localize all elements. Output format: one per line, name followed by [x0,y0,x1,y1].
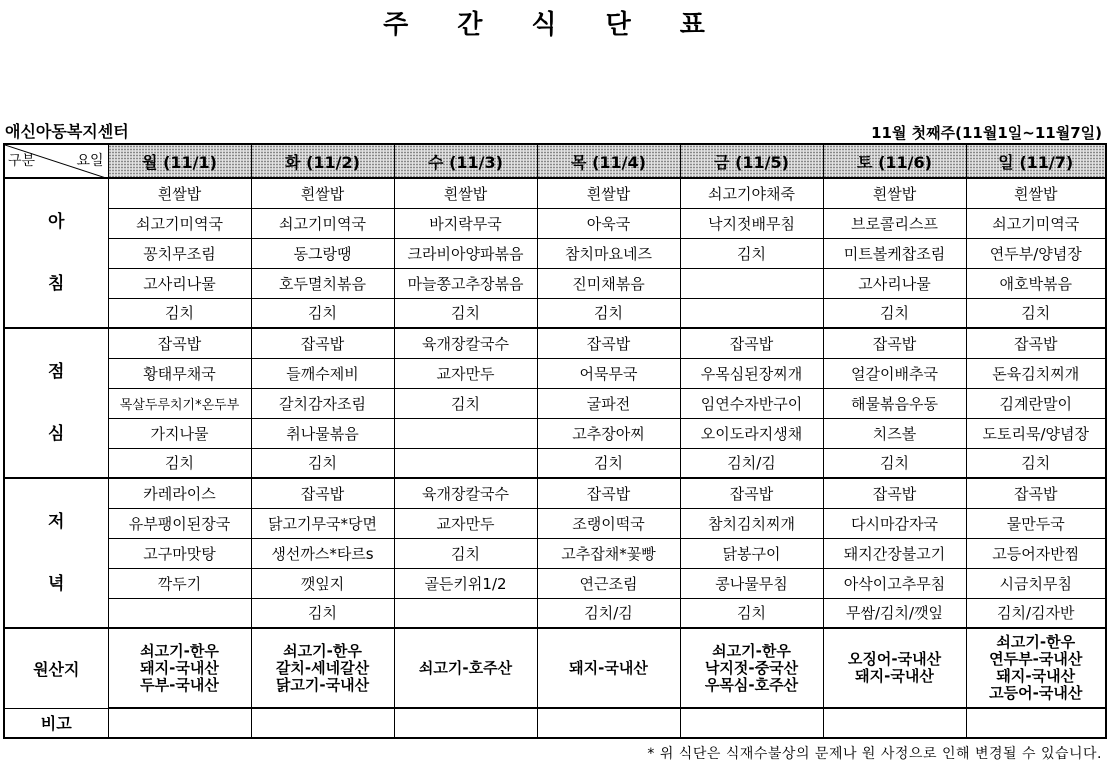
menu-item: 김치 [537,448,680,478]
menu-item: 돼지간장불고기 [823,538,966,568]
origin-line: 닭고기-국내산 [275,675,370,694]
origin-line: 쇠고기-한우 [283,641,362,660]
menu-item: 흰쌀밥 [251,178,394,208]
meal-label-breakfast [4,178,108,328]
menu-item: 카레라이스 [108,478,251,508]
menu-item: 잡곡밥 [966,328,1106,358]
menu-item: 물만두국 [966,508,1106,538]
menu-item: 진미채볶음 [537,268,680,298]
origin-line: 돼지-국내산 [569,658,648,677]
day-header: 월 (11/1) [108,144,251,178]
origin-cell [680,628,823,708]
remarks-cell [394,708,537,738]
day-header: 수 (11/3) [394,144,537,178]
menu-item: 잡곡밥 [823,328,966,358]
menu-item: 흰쌀밥 [823,178,966,208]
menu-item: 잡곡밥 [108,328,251,358]
origin-cell [394,628,537,708]
origin-line: 돼지-국내산 [996,667,1076,685]
menu-item: 목살두루치기*온두부 [108,388,251,418]
menu-item: 고추장아찌 [537,418,680,448]
menu-item: 고추잡채*꽃빵 [537,538,680,568]
menu-item: 조랭이떡국 [537,508,680,538]
menu-row-dinner [4,598,1106,628]
menu-item: 꽁치무조림 [108,238,251,268]
menu-item: 김치 [823,448,966,478]
menu-item: 흰쌀밥 [966,178,1106,208]
remarks-row [4,708,1106,738]
menu-item: 흰쌀밥 [537,178,680,208]
origin-line: 고등어-국내산 [989,684,1083,702]
remarks-cell [537,708,680,738]
menu-item: 교자만두 [394,508,537,538]
menu-row-dinner [4,478,1106,508]
menu-item: 잡곡밥 [537,328,680,358]
menu-item: 우목심된장찌개 [680,358,823,388]
meal-label-char: 아 [48,211,65,232]
corner-label-category: 구분 [8,153,36,169]
menu-item: 황태무채국 [108,358,251,388]
weekly-menu-table [3,143,1107,739]
origin-line: 연두부-국내산 [989,650,1083,668]
meal-label-char: 심 [48,424,65,444]
menu-item: 무쌈/김치/깻잎 [823,598,966,628]
menu-item: 김치 [394,388,537,418]
menu-item: 김치 [251,598,394,628]
menu-item: 흰쌀밥 [108,178,251,208]
menu-item: 육개장칼국수 [394,328,537,358]
menu-item: 흰쌀밥 [394,178,537,208]
menu-item: 김치 [394,538,537,568]
origin-line: 돼지-국내산 [140,658,219,677]
menu-item: 어묵무국 [537,358,680,388]
corner-cell [4,144,108,178]
menu-item: 육개장칼국수 [394,478,537,508]
menu-item: 브로콜리스프 [823,208,966,238]
menu-item: 갈치감자조림 [251,388,394,418]
menu-item: 바지락무국 [394,208,537,238]
meal-label-char: 점 [48,361,65,382]
menu-item: 참치마요네즈 [537,238,680,268]
menu-item: 낙지젓배무침 [680,208,823,238]
menu-item [680,298,823,328]
menu-item: 김치 [823,298,966,328]
menu-item: 김치 [680,598,823,628]
menu-item: 콩나물무침 [680,568,823,598]
menu-item: 들깨수제비 [251,358,394,388]
remarks-cell [108,708,251,738]
origin-line: 갈치-세네갈산 [275,658,370,677]
menu-item: 고등어자반찜 [966,538,1106,568]
origin-line: 쇠고기-한우 [712,641,791,660]
menu-row-lunch [4,388,1106,418]
menu-item: 김치 [251,298,394,328]
menu-item: 호두멸치볶음 [251,268,394,298]
origin-line: 낙지젓-중국산 [704,658,799,677]
footnote: * 위 식단은 식재수불상의 문제나 원 사정으로 인해 변경될 수 있습니다. [647,746,1102,762]
origin-line: 돼지-국내산 [855,667,934,685]
menu-item: 김치 [680,238,823,268]
menu-item: 굴파전 [537,388,680,418]
corner-label-day: 요일 [76,153,104,169]
menu-item: 닭봉구이 [680,538,823,568]
day-header: 화 (11/2) [251,144,394,178]
menu-item: 연두부/양념장 [966,238,1106,268]
menu-item [394,418,537,448]
menu-item: 깍두기 [108,568,251,598]
menu-row-breakfast [4,178,1106,208]
menu-row-breakfast [4,268,1106,298]
menu-row-dinner [4,538,1106,568]
menu-item: 교자만두 [394,358,537,388]
menu-item: 김치 [966,298,1106,328]
menu-item: 쇠고기미역국 [966,208,1106,238]
origin-line: 쇠고기-호주산 [418,658,513,677]
organization-name: 애신아동복지센터 [5,122,129,141]
header-row [4,144,1106,178]
menu-item: 다시마감자국 [823,508,966,538]
menu-item: 골든키위1/2 [394,568,537,598]
menu-item: 잡곡밥 [251,478,394,508]
menu-row-breakfast [4,298,1106,328]
menu-item: 잡곡밥 [537,478,680,508]
menu-item: 잡곡밥 [966,478,1106,508]
origin-cell [823,628,966,708]
origin-line: 우목심-호주산 [704,675,799,694]
menu-item: 시금치무침 [966,568,1106,598]
menu-item [394,448,537,478]
menu-item: 고사리나물 [108,268,251,298]
menu-item: 김치 [966,448,1106,478]
meal-label-dinner [4,478,108,628]
menu-row-lunch [4,358,1106,388]
meal-label-char: 저 [48,511,65,532]
menu-item: 쇠고기미역국 [108,208,251,238]
menu-item: 동그랑땡 [251,238,394,268]
menu-item: 김치/김 [680,448,823,478]
menu-item: 고구마맛탕 [108,538,251,568]
origin-cell [537,628,680,708]
meal-label-char: 침 [48,274,65,294]
origin-line: 쇠고기-한우 [140,641,219,660]
menu-item: 김치 [251,448,394,478]
menu-item: 도토리묵/양념장 [966,418,1106,448]
menu-item: 취나물볶음 [251,418,394,448]
menu-item: 미트볼케찹조림 [823,238,966,268]
origin-line: 두부-국내산 [140,675,219,694]
menu-item: 임연수자반구이 [680,388,823,418]
menu-item: 김치 [108,298,251,328]
meal-label-lunch [4,328,108,478]
day-header: 목 (11/4) [537,144,680,178]
menu-item: 애호박볶음 [966,268,1106,298]
menu-item: 아삭이고추무침 [823,568,966,598]
menu-row-dinner [4,568,1106,598]
menu-item [108,598,251,628]
origin-line: 쇠고기-한우 [996,633,1076,651]
menu-item: 참치김치찌개 [680,508,823,538]
menu-item: 생선까스*타르s [251,538,394,568]
remarks-label: 비고 [4,708,108,738]
menu-item: 깻잎지 [251,568,394,598]
menu-item: 잡곡밥 [823,478,966,508]
remarks-cell [251,708,394,738]
menu-row-lunch [4,418,1106,448]
meal-label-char: 녁 [48,574,65,594]
origin-cell [251,628,394,708]
menu-row-lunch [4,328,1106,358]
menu-item: 잡곡밥 [680,328,823,358]
menu-item: 치즈볼 [823,418,966,448]
menu-item: 연근조림 [537,568,680,598]
menu-item: 닭고기무국*당면 [251,508,394,538]
menu-item: 아욱국 [537,208,680,238]
origin-cell [108,628,251,708]
menu-row-lunch [4,448,1106,478]
day-header: 토 (11/6) [823,144,966,178]
menu-item: 김치 [394,298,537,328]
menu-item: 마늘쫑고추장볶음 [394,268,537,298]
menu-row-dinner [4,508,1106,538]
menu-item: 김치 [108,448,251,478]
menu-item: 쇠고기야채죽 [680,178,823,208]
origin-cell [966,628,1106,708]
week-label: 11월 첫째주(11월1일~11월7일) [871,124,1102,142]
menu-row-breakfast [4,238,1106,268]
origin-line: 오징어-국내산 [847,650,942,668]
menu-item: 가지나물 [108,418,251,448]
remarks-cell [823,708,966,738]
remarks-cell [966,708,1106,738]
remarks-cell [680,708,823,738]
menu-item: 잡곡밥 [251,328,394,358]
origin-row [4,628,1106,708]
menu-item: 김치/김자반 [966,598,1106,628]
menu-item: 잡곡밥 [680,478,823,508]
origin-label: 원산지 [4,628,108,708]
menu-item: 유부팽이된장국 [108,508,251,538]
menu-item: 김치 [537,298,680,328]
menu-item [394,598,537,628]
menu-item: 해물볶음우동 [823,388,966,418]
menu-item: 얼갈이배추국 [823,358,966,388]
menu-item: 김치/김 [537,598,680,628]
menu-item: 쇠고기미역국 [251,208,394,238]
menu-item: 고사리나물 [823,268,966,298]
menu-item: 김계란말이 [966,388,1106,418]
day-header: 금 (11/5) [680,144,823,178]
day-header: 일 (11/7) [966,144,1106,178]
menu-item: 크라비아양파볶음 [394,238,537,268]
menu-row-breakfast [4,208,1106,238]
menu-item: 돈육김치찌개 [966,358,1106,388]
page-title: 주 간 식 단 표 [383,10,725,40]
menu-item [680,268,823,298]
menu-item: 오이도라지생채 [680,418,823,448]
